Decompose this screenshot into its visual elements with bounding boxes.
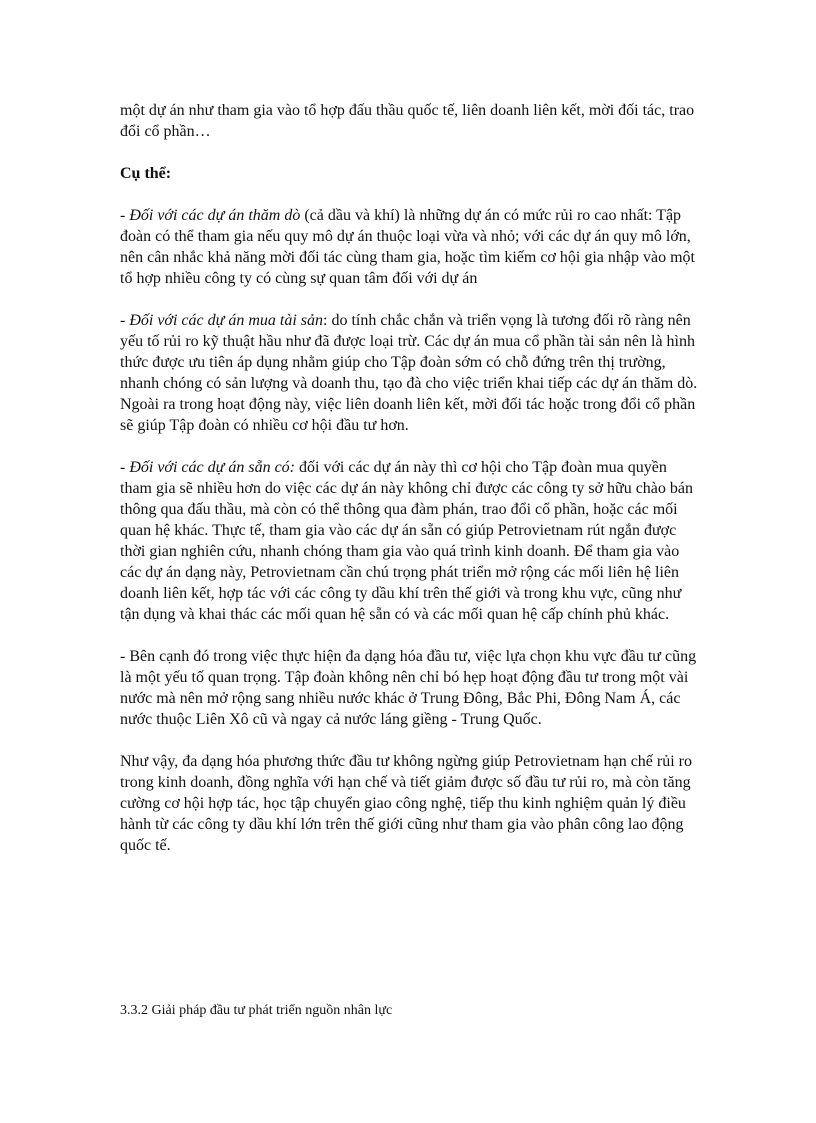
paragraph-text: : do tính chắc chắn và triển vọng là tương đối rõ ràng nên yếu tố rủi ro kỹ thuật hầu như đã được loại trừ. Các dự án mua cổ phần tài sản nên là hình thức được ưu tiên áp dụng nhằm giúp cho Tập đoàn sớm có chỗ đứng trên thị trường, nhanh chóng có sản lượng và doanh thu, tạo đà cho việc triển khai tiếp các dự án thăm dò. Ngoài ra trong hoạt động này, việc liên doanh liên kết, mời đối tác hoặc trong đổi cổ phần sẽ giúp Tập đoàn có nhiều cơ hội đầu tư hơn. (120, 312, 698, 434)
paragraph-text: (cả dầu và khí) là những dự án có mức rủi ro cao nhất: Tập đoàn có thể tham gia nếu quy mô dự án thuộc loại vừa và nhỏ; với các dự án quy mô lớn, nên cân nhắc khả năng mời đối tác cùng tham gia, hoặc tìm kiếm cơ hội gia nhập vào một tổ hợp nhiều công ty có cùng sự quan tâm đối với dự án (120, 207, 695, 287)
paragraph-conclusion: Như vậy, đa dạng hóa phương thức đầu tư không ngừng giúp Petrovietnam hạn chế rủi ro trong kinh doanh, đồng nghĩa với hạn chế và tiết giảm được số đầu tư rủi ro, mà còn tăng cường cơ hội hợp tác, học tập chuyển giao công nghệ, tiếp thu kinh nghiệm quản lý điều hành từ các công ty dầu khí lớn trên thế giới cũng như tham gia vào phân công lao động quốc tế. (120, 753, 692, 854)
document-body (120, 100, 700, 877)
paragraph-regions: - Bên cạnh đó trong việc thực hiện đa dạng hóa đầu tư, việc lựa chọn khu vực đầu tư cũng là một yếu tố quan trọng. Tập đoàn không nên chỉ bó hẹp hoạt động đầu tư trong một vài nước mà nên mở rộng sang nhiều nước khác ở Trung Đông, Bắc Phi, Đông Nam Á, các nước thuộc Liên Xô cũ và ngay cả nước láng giềng - Trung Quốc. (120, 648, 697, 728)
paragraph-emphasis: Đối với các dự án thăm dò (129, 207, 301, 224)
paragraph-emphasis: Đối với các dự án sẵn có: (129, 459, 295, 476)
paragraph-text: đối với các dự án này thì cơ hội cho Tập đoàn mua quyền tham gia sẽ nhiều hơn do việc các dự án này không chỉ được các công ty sở hữu chào bán thông qua đấu thầu, mà còn có thể thông qua đàm phán, trao đổi cổ phần, hoặc các mối quan hệ khác. Thực tế, tham gia vào các dự án sẵn có giúp Petrovietnam rút ngắn được thời gian nghiên cứu, nhanh chóng tham gia vào quá trình kinh doanh. Để tham gia vào các dự án dạng này, Petrovietnam cần chú trọng phát triển mở rộng các mối liên hệ liên doanh liên kết, hợp tác với các công ty dầu khí trên thế giới và trong khu vực, cũng như tận dụng và khai thác các mối quan hệ sẵn có và các mối quan hệ cấp chính phủ khác. (120, 459, 693, 623)
section-heading: Cụ thể: (120, 165, 172, 182)
paragraph-lead: - (120, 459, 130, 476)
paragraph-emphasis: Đối với các dự án mua tài sản (129, 312, 324, 329)
intro-paragraph: một dự án như tham gia vào tổ hợp đấu thầu quốc tế, liên doanh liên kết, mời đối tác, trao đổi cổ phần… (120, 102, 695, 140)
paragraph-lead: - (120, 312, 130, 329)
paragraph-existing-projects (120, 457, 700, 625)
paragraph-asset-purchase (120, 310, 700, 436)
subsection-heading: 3.3.2 Giải pháp đầu tư phát triển nguồn nhân lực (120, 1003, 393, 1018)
paragraph-lead: - (120, 207, 130, 224)
paragraph-exploration (120, 205, 700, 289)
